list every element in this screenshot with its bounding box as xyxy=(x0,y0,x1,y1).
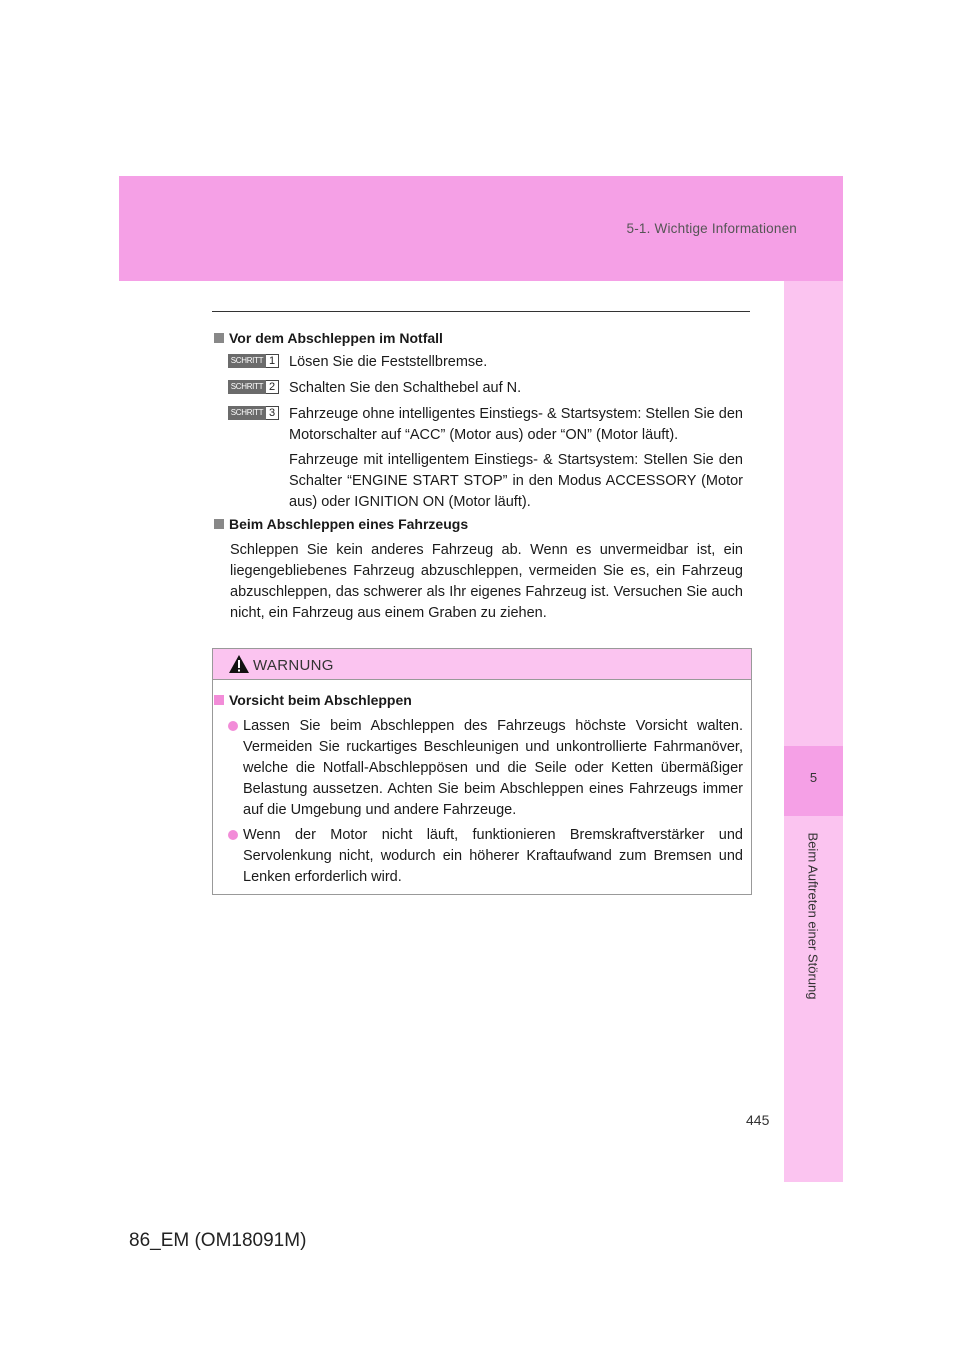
warning-heading: Vorsicht beim Abschleppen xyxy=(214,692,412,708)
square-bullet-icon xyxy=(214,519,224,529)
step-text-1: Lösen Sie die Feststellbremse. xyxy=(289,354,488,370)
warning-title: WARNUNG xyxy=(253,657,334,674)
step-text-2: Schalten Sie den Schalthebel auf N. xyxy=(289,380,522,396)
document-code: 86_EM (OM18091M) xyxy=(129,1230,307,1251)
chapter-label: Beim Auftreten einer Störung xyxy=(805,832,821,1000)
page-number: 445 xyxy=(746,1112,770,1128)
bullet-dot-icon xyxy=(228,830,238,840)
chapter-number: 5 xyxy=(809,770,818,785)
towing-paragraph: Schleppen Sie kein anderes Fahrzeug ab. Wenn es unvermeidbar ist, ein liegengebliebenes Fahrzeug abzuschleppen, vermeiden Sie es, ein Fahrzeug abzuschleppen, das schwerer als Ihr eigenes Fahrzeug ist. Versuchen Sie auch nicht, ein Fahrzeug aus einem Graben zu ziehen. xyxy=(230,542,743,621)
section-title: 5-1. Wichtige Informationen xyxy=(626,221,797,236)
top-rule xyxy=(212,311,750,312)
step-badge-1: SCHRITT 1 xyxy=(228,354,280,368)
section-heading-towing: Beim Abschleppen eines Fahrzeugs xyxy=(214,516,468,532)
side-tab xyxy=(784,281,843,1182)
step-text-3: Fahrzeuge ohne intelligentes Einstiegs- & Startsystem: Stellen Sie den Motorschalter auf “ACC” (Motor aus) oder “ON” (Motor läuft). xyxy=(289,406,743,443)
step-badge-3: SCHRITT 3 xyxy=(228,406,280,420)
step-badge-2: SCHRITT 2 xyxy=(228,380,280,394)
warning-bullet-2: Wenn der Motor nicht läuft, funktionieren Bremskraftverstärker und Servolenkung nicht, wodurch ein höherer Kraftaufwand zum Bremsen und Lenken erforderlich wird. xyxy=(243,827,743,885)
step-text-3b: Fahrzeuge mit intelligentem Einstiegs- & Startsystem: Stellen Sie den Schalter “ENGINE START STOP” in den Modus ACCESSORY (Motor aus) oder IGNITION ON (Motor läuft). xyxy=(289,452,743,510)
square-bullet-icon xyxy=(214,695,224,705)
square-bullet-icon xyxy=(214,333,224,343)
section-heading-emergency: Vor dem Abschleppen im Notfall xyxy=(214,330,443,346)
warning-bullet-1: Lassen Sie beim Abschleppen des Fahrzeugs höchste Vorsicht walten. Vermeiden Sie ruckartiges Beschleunigen und unkontrollierte Fahrmanöver, welche die Notfall-Abschleppösen und die Seile oder Ketten übermäßiger Belastung aussetzen. Achten Sie beim Abschleppen eines Fahrzeugs immer auf die Umgebung und andere Fahrzeuge. xyxy=(243,718,743,818)
bullet-dot-icon xyxy=(228,721,238,731)
warning-triangle-icon xyxy=(228,654,250,674)
